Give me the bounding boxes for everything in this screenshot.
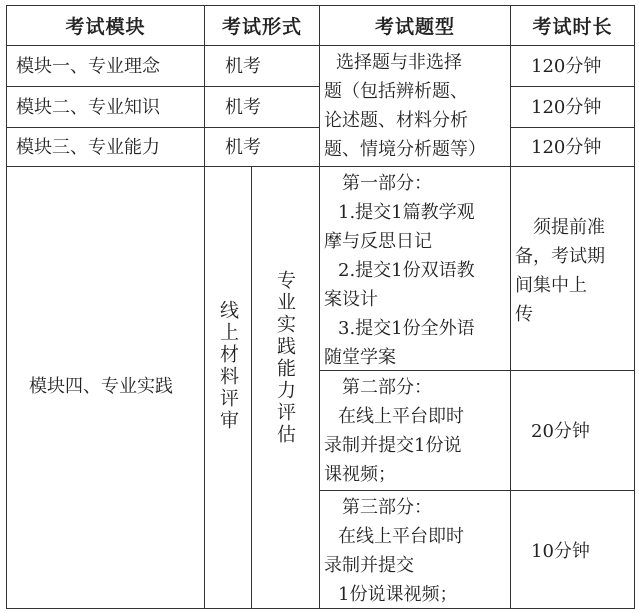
part1-line-7: 随堂学案	[324, 347, 396, 368]
module4-form2-cell	[251, 166, 320, 609]
row1-module-cell	[6, 45, 205, 87]
part3-type-cell	[319, 490, 511, 609]
part3-duration: 10分钟	[531, 541, 590, 562]
row2-form-cell	[204, 86, 320, 128]
row3-module: 模块三、专业能力	[16, 137, 160, 158]
part1-line-3: 摩与反思日记	[324, 231, 432, 252]
part1-line-2: 1.提交1篇教学观	[338, 202, 475, 223]
row3-form-cell	[204, 127, 320, 167]
part1-type-cell	[319, 166, 511, 371]
part3-line-4: 1份说课视频；	[338, 584, 458, 605]
row2-module: 模块二、专业知识	[16, 97, 160, 118]
shared-type-line-3: 论述题、材料分析	[324, 110, 468, 131]
part2-line-2: 在线上平台即时	[338, 406, 464, 427]
part3-duration-cell	[510, 490, 635, 609]
header-module	[6, 5, 205, 46]
header-form	[204, 5, 320, 46]
row2-form: 机考	[225, 97, 261, 118]
row1-duration: 120分钟	[531, 56, 602, 77]
row3-duration-cell	[510, 127, 635, 167]
row3-form: 机考	[225, 137, 261, 158]
row1-form: 机考	[225, 56, 261, 77]
header-form-label: 考试形式	[221, 16, 302, 38]
part2-duration: 20分钟	[531, 421, 590, 442]
row1-module: 模块一、专业理念	[16, 56, 160, 77]
part1-line-5: 案设计	[324, 289, 378, 310]
part1-duration-cell	[510, 166, 635, 371]
module4-name: 模块四、专业实践	[29, 376, 173, 397]
part1-duration-line-1: 须提前准	[533, 217, 605, 238]
row2-duration-cell	[510, 86, 635, 128]
header-type-label: 考试题型	[374, 16, 455, 38]
part1-duration-line-3: 间集中上	[515, 275, 587, 296]
module4-form1: 线上材料评审	[217, 300, 239, 432]
row2-duration: 120分钟	[531, 97, 602, 118]
shared-type-line-4: 题、情境分析题等）	[324, 139, 486, 160]
shared-type-line-2: 题（包括辨析题、	[324, 81, 468, 102]
part2-type-cell	[319, 370, 511, 491]
part1-line-6: 3.提交1份全外语	[338, 318, 475, 339]
part1-duration-line-4: 传	[515, 304, 533, 325]
part1-line-1: 第一部分：	[342, 173, 432, 194]
part2-line-3: 录制并提交1份说	[324, 435, 462, 456]
row3-module-cell	[6, 127, 205, 167]
module4-form1-cell	[204, 166, 252, 609]
part3-line-1: 第三部分：	[342, 497, 432, 518]
module4-name-cell	[6, 166, 205, 609]
part2-line-4: 课视频；	[324, 464, 396, 485]
row3-duration: 120分钟	[531, 137, 602, 158]
part2-line-1: 第二部分：	[342, 377, 432, 398]
header-duration	[510, 5, 635, 46]
shared-type-line-1: 选择题与非选择	[336, 52, 462, 73]
part1-line-4: 2.提交1份双语教	[338, 260, 475, 281]
part1-duration-line-2: 备，考试期	[515, 246, 605, 267]
row2-module-cell	[6, 86, 205, 128]
row1-duration-cell	[510, 45, 635, 87]
row1-form-cell	[204, 45, 320, 87]
part3-line-2: 在线上平台即时	[338, 526, 464, 547]
header-duration-label: 考试时长	[532, 16, 613, 38]
header-type	[319, 5, 511, 46]
shared-type-cell	[319, 45, 511, 167]
module4-form2: 专业实践能力评估	[274, 270, 296, 446]
part3-line-3: 录制并提交	[324, 555, 414, 576]
part2-duration-cell	[510, 370, 635, 491]
header-module-label: 考试模块	[65, 16, 146, 38]
